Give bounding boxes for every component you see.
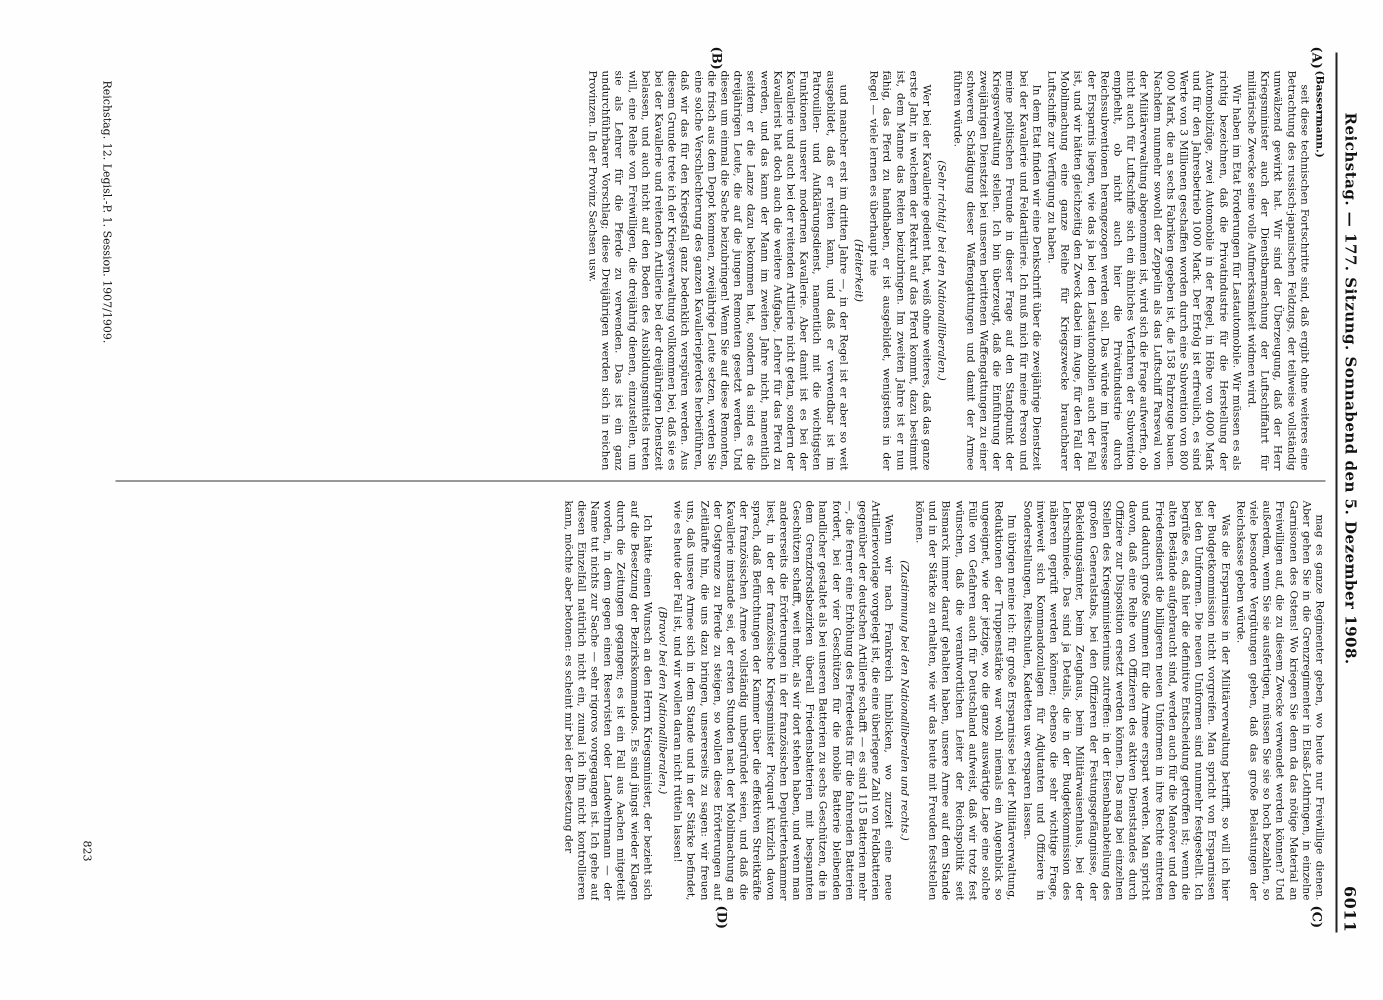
margin-marker-b: (B) (708, 46, 723, 70)
header-rule (1335, 52, 1337, 932)
margin-marker-a: (A) (1308, 46, 1323, 69)
paragraph: Was die Ersparnisse in der Militärverwaltung betrifft, so will ich hier der Budgetkommission nicht vorgreifen. Man spricht von Ersparnissen bei den Uniformen. Die neuen Uniformen sind nunmehr festgestellt. Ich begrüße es, daß hier die definitive Entscheidung getroffen ist; wenn die alten Bestände aufgebraucht sind, werden auch für die Manöver und den Friedensdienst die billigeren neuen Uniformen in ihre Rechte eintreten und dadurch große Summen für die Armee erspart werden. Man spricht davon, daß eine Reihe von Offizieren des aktiven Dienststandes durch Offiziere zur Disposition ersetzt werden können. Das mag bei einzelnen Stellen des Kriegsministeriums zutreffen: in der Eisenbahnabteilung des großen Generalstabs, bei den Offizieren der Festungsgefängnisse, der Bekleidungsämter, beim Zeughaus, beim Militärwaisenhaus, bei der Lehrschmiede. Das sind ja Details, die in der Budgetkommission des näheren geprüft werden können; ebenso die sehr wichtige Frage, inwieweit sich Kommandozulagen für Adjutanten und Offiziere in Sonderstellungen, Reitschulen, Kadetten usw. ersparen lassen. (1020, 500, 1231, 900)
page-header (1335, 52, 1365, 932)
interjection: (Bravo! bei den Nationalliberalen.) (656, 606, 669, 794)
footer-session-info: Reichstag. 12. Legisl.-P. 1. Session. 1907/1909. (100, 80, 113, 343)
interjection: (Sehr richtig! bei den Nationalliberalen.) (935, 159, 948, 381)
interjection: (Zustimmung bei den Nationalliberalen und rechts.) (897, 559, 910, 841)
paragraph: Ich hätte einen Wunsch an den Herrn Kriegsminister, der bezieht sich auf die Besetzung der Bezirkskommandos. Es sind jüngst wieder Klagen durch die Zeitungen gegangen; es ist ein Fall aus Aachen mitgeteilt worden, in dem gegen einen Reservisten oder Landwehrmann — der Name tut nichts zur Sache — sehr rigoros vorgegangen ist. Ich gehe auf diesen Einzelfall natürlich nicht ein, zumal ich ihn nicht kontrollieren kann, möchte aber betonen: es scheint mir bei der Besetzung der (561, 500, 653, 900)
paragraph: seit diese technischen Fortschritte sind, daß ergibt ohne weiteres eine Betrachtung des russisch-japanischen Feldzugs, der teilweise vollständig umwälzend gewirkt hat. Wir sind der Überzeugung, daß der Herr Kriegsminister auch der Dienstbarmachung der Luftschiffahrt für militärische Zwecke seine volle Aufmerksamkeit widmen wird. (1244, 70, 1310, 470)
interjection: (Heiterkeit) (852, 238, 865, 302)
paragraph: Wir haben im Etat Forderungen für Lastautomobile. Wir müssen es als richtig bezeichnen, daß die Privatindustrie für die Herstellung der Automobilzüge, zwei Automobile in der Regel, in Höhe von 4000 Mark und für den Jahresbetrieb 1000 Mark. Der Erfolg ist erfreulich, es sind Werte von 3 Millionen geschaffen worden durch eine Subvention von 800 000 Mark, die an sechs Fabriken gegeben ist, die 158 Fahrzeuge bauen. Nachdem nunmehr sowohl der Zeppelin als das Luftschiff Parseval von der Militärverwaltung abgenommen ist, wird sich die Frage aufwerfen, ob nicht auch für Luftschiffe sich ein ähnliches Verfahren der Subvention empfiehlt, ob nicht auch hier die Privatindustrie durch Reichssubventionen herangezogen werden soll. Das würde im Interesse der Ersparnis liegen, wie das ja bei den Lastautomobilen auch der Fall ist, und wir hätten gleichzeitig den Zweck dabei im Auge, für den Fall der Mobilmachung eine ganze Reihe für Kriegszwecke brauchbarer Luftschiffe zur Verfügung zu haben. (1044, 70, 1242, 470)
right-column (125, 500, 1325, 900)
paragraph: Im übrigen meine ich: für große Ersparnisse bei der Militärverwaltung, Reduktionen der Truppenstärke war wohl niemals ein Augenblick so ungeeignet, wie der jetzige, wo die ganze auswärtige Lage eine solche Fülle von Gefahren auch für Deutschland aufweist, daß wir trotz fest wünschen, daß die verantwortlichen Leiter der Reichspolitik seit Bismarck immer darauf gehalten haben, unsere Armee auf dem Stande und in der Stärke zu erhalten, wie wir das heute mit Freuden feststellen können. (912, 500, 1018, 900)
margin-marker-d: (D) (713, 905, 728, 929)
page-number: 6011 (1340, 885, 1359, 932)
paragraph: In dem Etat finden wir eine Denkschrift über die zweijährige Dienstzeit bei der Kavallerie und Feldartillerie. Ich muß mich für meine Person und meine politischen Freunde in dieser Frage auf den Standpunkt der Kriegsverwaltung stellen. Ich bin überzeugt, daß die Einführung der zweijährigen Dienstzeit bei unseren berittenen Waffengattungen zu einer schweren Schädigung dieser Waffengattungen und damit der Armee führen würde. (950, 70, 1042, 470)
column-divider (115, 480, 1325, 481)
paragraph: Wenn wir nach Frankreich hinblicken, wo zurzeit eine neue Artillerievorlage vorgelegt ist, die eine überlegene Zahl von Feldbatterien gegenüber der deutschen Artillerie schafft — es sind 115 Batterien mehr —, die ferner eine Erhöhung des Pferdeetats für die fahrenden Batterien fordert, bei der vier Geschützen für die mobile Batterie bleibenden handlicher gestaltet als bei unseren Batterien zu sechs Geschützen, die in dem Grenzforsdsbezirken überall Friedensbatterien mit bespannten Geschützen schafft, weit mehr, als wir dort stehen haben, und wenn man andererseits die Erörterungen in der französischen Deputiertenkammer liest, in der der französische Kriegsminister Picquart kürzlich davon sprach, daß Befürchtungen der Kammer über die effektiven Streitkräfte der französischen Armee vollständig unbegründet seien, und daß die Kavallerie imstande sei, der ersten Stunden nach der Mobilmachung an der Ostgrenze zu Pferde zu steigen, so wollen diese Erörterungen auf Zeitläufte hin, die uns dazu bringen, unsererseits zu sagen: wir freuen uns, daß unsere Armee sich in dem Stande und in der Stärke befindet, wie es heute der Fall ist, und wir wollen daran nicht rütteln lassen! (671, 500, 895, 900)
footer-signature-number: 823 (80, 840, 93, 861)
page-title: Reichstag. — 177. Sitzung. Sonnabend den 5. Dezember 1908. (1341, 112, 1359, 665)
speaker-name: (Bassermann.) (1313, 70, 1325, 158)
paragraph: und mancher erst im dritten Jahre —, in der Regel ist er aber so weit ausgebildet, daß er reiten kann, und daß er verwendbar ist im Patrouillen- und Aufklärungsdienst, namentlich mit die wichtigsten Funktionen unserer modernen Kavallerie. Aber damit ist es bei der Kavallerie und auch bei der reitenden Artillerie nicht getan, sondern der Kavallerist hat doch auch die weitere Aufgabe, Lehrer für das Pferd zu werden, und das kann der Mann im zweiten Jahre nicht, namentlich seitdem er die Lanze dazu bekommen hat, sondern da sind es die dreijährigen Leute, die auf die jungen Remonten gesetzt werden. Und diesen um einmal die Sache beizubringen! Wenn Sie auf diese Remonten, die frisch aus dem Depot kommen, zweijährige Leute setzen, werden Sie eine solche Verschlechterung des ganzen Kavalleriepferdes herbeiführen, daß wir das für den Kriegsfall ganz bedenklich verspüren werden. Aus diesem Grunde trete ich der Kriegsverwaltung vollkommen bei, daß sie es bei der Kavallerie und reitenden Artillerie bei der dreijährigen Dienstzeit belassen, und auch nicht auf den Boden des Ausbildungsmittels treten will, eine Reihe von Freiwilligen, die dreijährig dienen, einzustellen, um sie als Lehrer für die Pferde zu verwenden. Das ist ein ganz undurchführbarer Vorschlag; diese Dreijährigen werden sich in reichen Provinzen. In der Provinz Sachsen usw. (586, 70, 849, 470)
paragraph: Wer bei der Kavallerie gedient hat, weiß ohne weiteres, daß das ganze erste Jahr, in welchem der Rekrut auf das Pferd kommt, dazu bestimmt ist, dem Manne das Reiten beizubringen. Im zweiten Jahre ist er nun fähig, das Pferd zu handhaben, er ist ausgebildet, wenigstens in der Regel — viele lernen es überhaupt nie (867, 70, 933, 470)
margin-marker-c: (C) (1308, 905, 1323, 928)
left-column (125, 70, 1325, 470)
paragraph: mag es ganze Regimenter geben, wo heute nur Freiwillige dienen. Aber gehen Sie in die Grenzregimenter in Elsaß-Lothringen, in einzelne Garnisonen des Ostens! Wo kriegen Sie denn da das nötige Material an Freiwilligen auf, die zu diesem Zwecke verwendet werden können? Und außerdem, wenn Sie sie ausfertigen, müssen Sie sie so hoch bezahlen, so viele besondere Vergütungen geben, daß das große Belastungen der Reichskasse geben würde. (1233, 500, 1325, 900)
